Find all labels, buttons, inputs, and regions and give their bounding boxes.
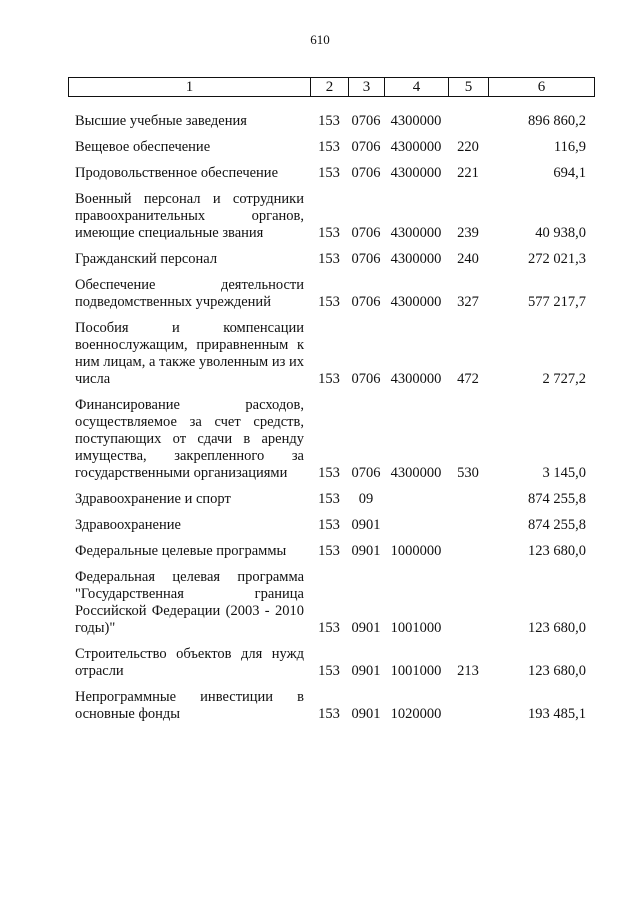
row-expense-type-code: 221	[457, 165, 479, 181]
row-amount: 694,1	[553, 165, 586, 181]
row-name: Высшие учебные заведения	[75, 113, 247, 129]
row-target-code: 4300000	[390, 139, 442, 155]
row-expense-type-code: 220	[457, 139, 479, 155]
row-target-code	[384, 482, 448, 508]
row-name: Обеспечение деятельности подведомственных учреждений	[75, 277, 304, 310]
row-section-code: 0901	[351, 620, 381, 636]
row-ministry-code: 153	[318, 165, 340, 181]
column-header-1: 1	[69, 78, 311, 97]
row-ministry-code: 153	[318, 491, 340, 507]
row-amount: 2 727,2	[542, 371, 586, 387]
row-target-code: 4300000	[390, 165, 442, 181]
row-name: Вещевое обеспечение	[75, 139, 211, 155]
row-target-code: 4300000	[390, 294, 442, 310]
row-amount: 123 680,0	[528, 663, 586, 679]
row-target-code: 1001000	[390, 663, 442, 679]
row-name: Непрограммные инвестиции в основные фонды	[75, 689, 304, 722]
row-expense-type-code: 472	[457, 371, 479, 387]
row-expense-type-code: 213	[457, 663, 479, 679]
page-number: 610	[310, 32, 330, 47]
row-target-code: 4300000	[390, 251, 442, 267]
row-section-code: 0901	[351, 543, 381, 559]
row-amount: 116,9	[553, 139, 586, 155]
row-expense-type-code	[448, 534, 488, 560]
table-row	[68, 156, 594, 182]
row-section-code: 09	[358, 491, 374, 507]
column-header-table	[68, 77, 595, 97]
row-name: Федеральные целевые программы	[75, 543, 287, 559]
budget-table	[68, 104, 594, 723]
row-amount: 123 680,0	[528, 543, 586, 559]
table-row	[68, 637, 594, 680]
table-row	[68, 104, 594, 130]
row-section-code: 0706	[351, 251, 381, 267]
row-target-code: 1001000	[390, 620, 442, 636]
row-amount: 40 938,0	[535, 225, 586, 241]
row-ministry-code: 153	[318, 225, 340, 241]
row-amount: 874 255,8	[528, 491, 586, 507]
row-target-code: 4300000	[390, 465, 442, 481]
row-ministry-code: 153	[318, 113, 340, 129]
row-expense-type-code	[448, 104, 488, 130]
row-expense-type-code	[448, 680, 488, 723]
column-header-3: 3	[349, 78, 385, 97]
row-target-code: 4300000	[390, 113, 442, 129]
row-section-code: 0901	[351, 663, 381, 679]
row-amount: 123 680,0	[528, 620, 586, 636]
row-amount: 272 021,3	[528, 251, 586, 267]
row-expense-type-code: 239	[457, 225, 479, 241]
row-name: Здравоохранение	[75, 517, 181, 533]
table-row	[68, 242, 594, 268]
table-row	[68, 560, 594, 637]
row-ministry-code: 153	[318, 706, 340, 722]
row-amount: 896 860,2	[528, 113, 586, 129]
row-name: Федеральная целевая программа "Государственная граница Российской Федерации (2003 - 2010 годы)"	[75, 569, 304, 636]
row-section-code: 0706	[351, 294, 381, 310]
row-ministry-code: 153	[318, 251, 340, 267]
row-section-code: 0706	[351, 371, 381, 387]
row-amount: 874 255,8	[528, 517, 586, 533]
column-header-5: 5	[449, 78, 489, 97]
row-amount: 3 145,0	[542, 465, 586, 481]
row-ministry-code: 153	[318, 543, 340, 559]
row-expense-type-code	[448, 508, 488, 534]
column-header-2: 2	[311, 78, 349, 97]
row-amount: 193 485,1	[528, 706, 586, 722]
table-row	[68, 182, 594, 242]
row-ministry-code: 153	[318, 663, 340, 679]
row-section-code: 0706	[351, 165, 381, 181]
row-ministry-code: 153	[318, 620, 340, 636]
table-row	[68, 130, 594, 156]
table-row	[68, 311, 594, 388]
table-row	[68, 534, 594, 560]
table-row	[68, 508, 594, 534]
row-expense-type-code	[448, 482, 488, 508]
row-expense-type-code: 240	[457, 251, 479, 267]
row-name: Военный персонал и сотрудники правоохранительных органов, имеющие специальные звания	[75, 191, 304, 241]
table-row	[68, 388, 594, 482]
row-expense-type-code: 327	[457, 294, 479, 310]
row-name: Здравоохранение и спорт	[75, 491, 231, 507]
row-ministry-code: 153	[318, 139, 340, 155]
row-target-code	[384, 508, 448, 534]
row-section-code: 0706	[351, 113, 381, 129]
row-name: Продовольственное обеспечение	[75, 165, 278, 181]
row-section-code: 0901	[351, 706, 381, 722]
row-ministry-code: 153	[318, 517, 340, 533]
row-target-code: 4300000	[390, 371, 442, 387]
row-section-code: 0706	[351, 139, 381, 155]
row-section-code: 0706	[351, 225, 381, 241]
column-header-6: 6	[489, 78, 595, 97]
row-target-code: 4300000	[390, 225, 442, 241]
row-expense-type-code	[448, 560, 488, 637]
row-target-code: 1000000	[390, 543, 442, 559]
row-name: Строительство объектов для нужд отрасли	[75, 646, 304, 679]
column-header-row	[69, 78, 595, 97]
row-name: Гражданский персонал	[75, 251, 218, 267]
table-row	[68, 680, 594, 723]
row-ministry-code: 153	[318, 294, 340, 310]
row-target-code: 1020000	[390, 706, 442, 722]
row-expense-type-code: 530	[457, 465, 479, 481]
row-section-code: 0901	[351, 517, 381, 533]
row-ministry-code: 153	[318, 371, 340, 387]
table-row	[68, 268, 594, 311]
row-ministry-code: 153	[318, 465, 340, 481]
row-name: Пособия и компенсации военнослужащим, приравненным к ним лицам, а также уволенным из их числа	[75, 320, 304, 387]
row-section-code: 0706	[351, 465, 381, 481]
table-row	[68, 482, 594, 508]
row-amount: 577 217,7	[528, 294, 586, 310]
column-header-4: 4	[385, 78, 449, 97]
row-name: Финансирование расходов, осуществляемое за счет средств, поступающих от сдачи в аренду имущества, закрепленного за государственными организациями	[75, 397, 304, 481]
